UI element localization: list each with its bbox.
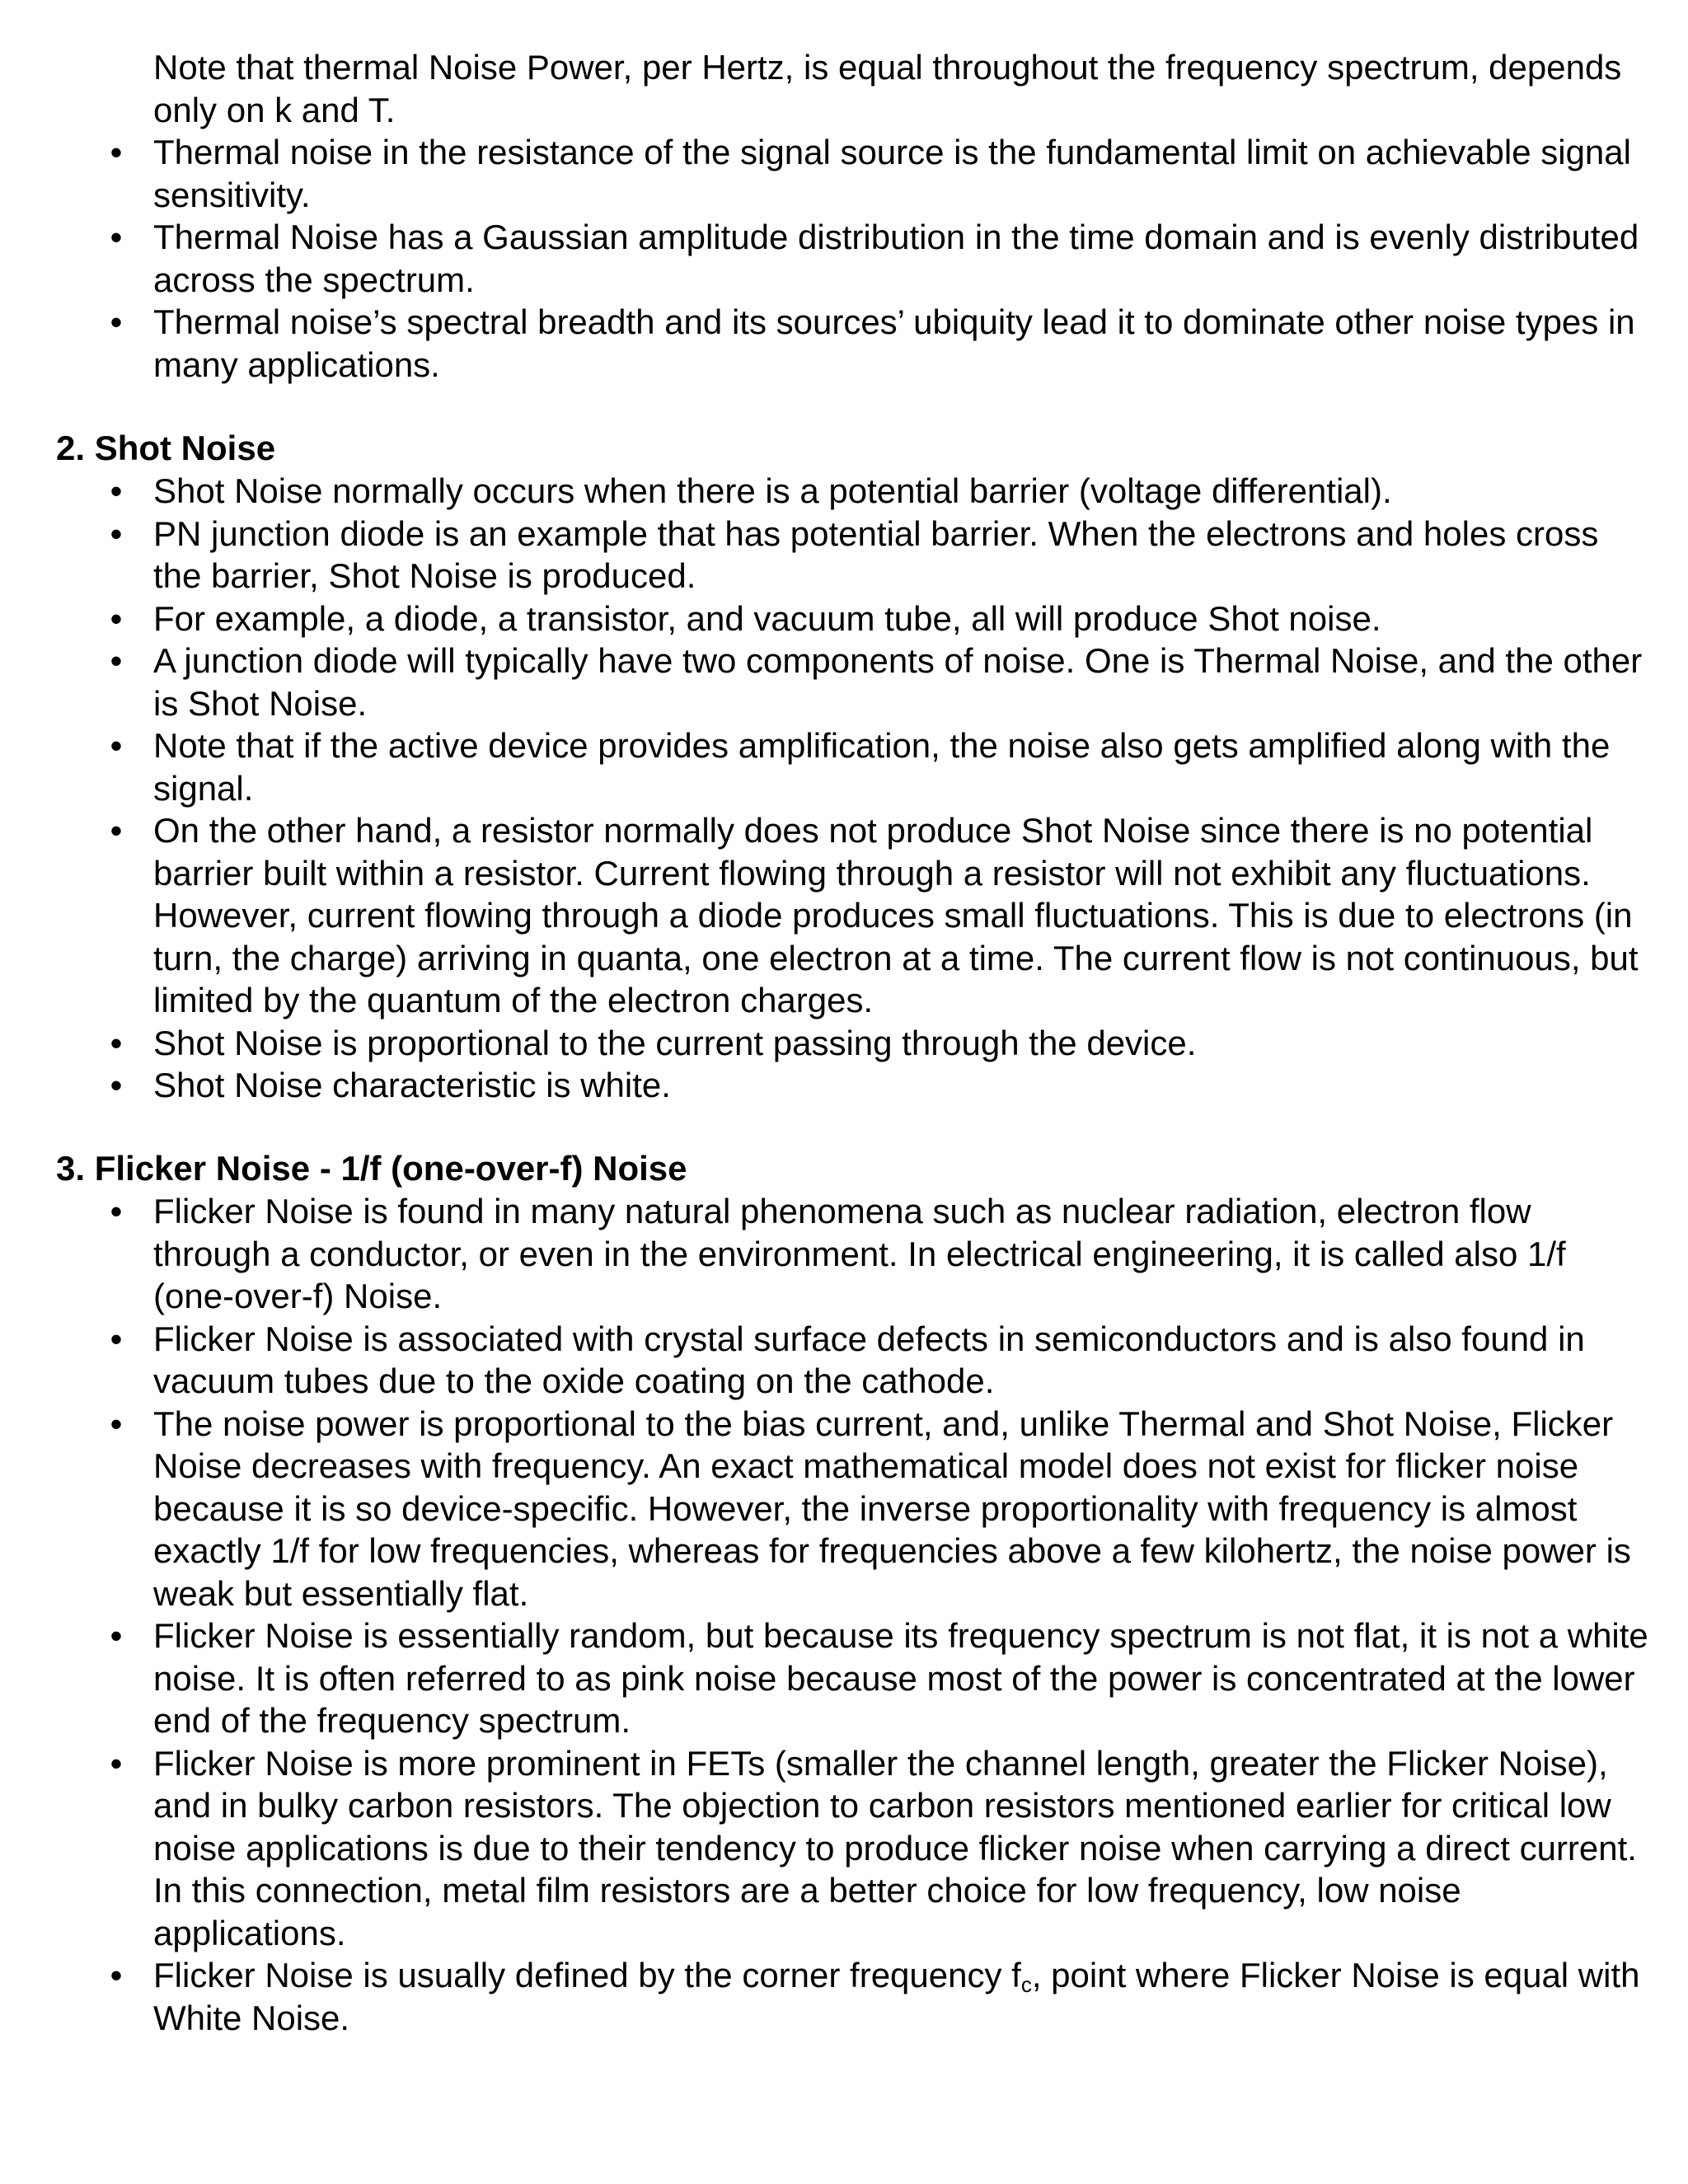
bullet-icon: • bbox=[110, 726, 123, 765]
list-item: • Note that if the active device provides amplification, the noise also gets amplified along with the signal. bbox=[153, 724, 1650, 809]
list-item: • Shot Noise normally occurs when there is a potential barrier (voltage differential). bbox=[153, 470, 1650, 513]
flicker-noise-list bbox=[110, 1190, 1650, 2039]
bullet-icon: • bbox=[110, 1066, 123, 1104]
bullet-icon: • bbox=[110, 1616, 123, 1655]
list-item: • Flicker Noise is associated with crystal surface defects in semiconductors and is also found in vacuum tubes due to the oxide coating on the cathode. bbox=[153, 1318, 1650, 1403]
bullet-icon: • bbox=[110, 641, 123, 680]
bullet-icon: • bbox=[110, 1404, 123, 1443]
bullet-icon: • bbox=[110, 1192, 123, 1230]
bullet-icon: • bbox=[110, 811, 123, 850]
list-item: • Thermal noise’s spectral breadth and its sources’ ubiquity lead it to dominate other noise types in many applications. bbox=[153, 301, 1650, 386]
bullet-icon: • bbox=[110, 513, 123, 553]
corner-frequency-subscript: c bbox=[1020, 1972, 1032, 1997]
list-item: • Flicker Noise is more prominent in FETs (smaller the channel length, greater the Flicker Noise), and in bulky carbon resistors. The objection to carbon resistors mentioned earlier for critical low noise applications is due to their tendency to produce flicker noise when carrying a direct current. In this connection, metal film resistors are a better choice for low frequency, low noise applications. bbox=[153, 1742, 1650, 1955]
list-item: • A junction diode will typically have two components of noise. One is Thermal Noise, and the other is Shot Noise. bbox=[153, 640, 1650, 724]
list-item: • Flicker Noise is usually defined by the corner frequency $f_c$, point where Flicker Noise is equal with White Noise. bbox=[153, 1954, 1650, 2039]
bullet-icon: • bbox=[110, 1023, 123, 1062]
bullet-icon: • bbox=[110, 218, 123, 256]
bullet-icon: • bbox=[110, 471, 123, 510]
flicker-noise-heading: 3. Flicker Noise - 1/f (one-over-f) Noise bbox=[56, 1149, 687, 1188]
list-item: • The noise power is proportional to the bias current, and, unlike Thermal and Shot Noise, Flicker Noise decreases with frequency. An exact mathematical model does not exist for flicker noise because it is so device-specific. However, the inverse proportionality with frequency is almost exactly 1/f for low frequencies, whereas for frequencies above a few kilohertz, the noise power is weak but essentially flat. bbox=[153, 1403, 1650, 1615]
bullet-icon: • bbox=[110, 1319, 123, 1358]
list-item: • Flicker Noise is essentially random, but because its frequency spectrum is not flat, it is not a white noise. It is often referred to as pink noise because most of the power is concentrated at the lower end of the frequency spectrum. bbox=[153, 1615, 1650, 1742]
bullet-icon: • bbox=[110, 1956, 123, 1994]
bullet-icon: • bbox=[110, 133, 123, 171]
shot-noise-list bbox=[110, 470, 1650, 1107]
list-item: • Thermal noise in the resistance of the signal source is the fundamental limit on achievable signal sensitivity. bbox=[153, 131, 1650, 216]
list-item: • Shot Noise characteristic is white. bbox=[153, 1064, 1650, 1107]
list-item: • For example, a diode, a transistor, and vacuum tube, all will produce Shot noise. bbox=[153, 598, 1650, 640]
list-item: • Thermal Noise has a Gaussian amplitude distribution in the time domain and is evenly distributed across the spectrum. bbox=[153, 216, 1650, 301]
bullet-icon: • bbox=[110, 1743, 123, 1783]
thermal-noise-note: Note that thermal Noise Power, per Hertz, is equal throughout the frequency spectrum, depends only on k and T. bbox=[153, 48, 1622, 129]
list-item: • PN junction diode is an example that has potential barrier. When the electrons and holes cross the barrier, Shot Noise is produced. bbox=[153, 513, 1650, 598]
list-item: • Shot Noise is proportional to the current passing through the device. bbox=[153, 1022, 1650, 1065]
thermal-noise-list bbox=[110, 131, 1650, 386]
bullet-icon: • bbox=[110, 598, 123, 638]
shot-noise-heading: 2. Shot Noise bbox=[56, 429, 276, 467]
list-item: • On the other hand, a resistor normally does not produce Shot Noise since there is no potential barrier built within a resistor. Current flowing through a resistor will not exhibit any fluctuations. However, current flowing through a diode produces small fluctuations. This is due to electrons (in turn, the charge) arriving in quanta, one electron at a time. The current flow is not continuous, but limited by the quantum of the electron charges. bbox=[153, 809, 1650, 1022]
list-item: • Flicker Noise is found in many natural phenomena such as nuclear radiation, electron flow through a conductor, or even in the environment. In electrical engineering, it is called also 1/f (one-over-f) Noise. bbox=[153, 1190, 1650, 1318]
bullet-icon: • bbox=[110, 302, 123, 341]
